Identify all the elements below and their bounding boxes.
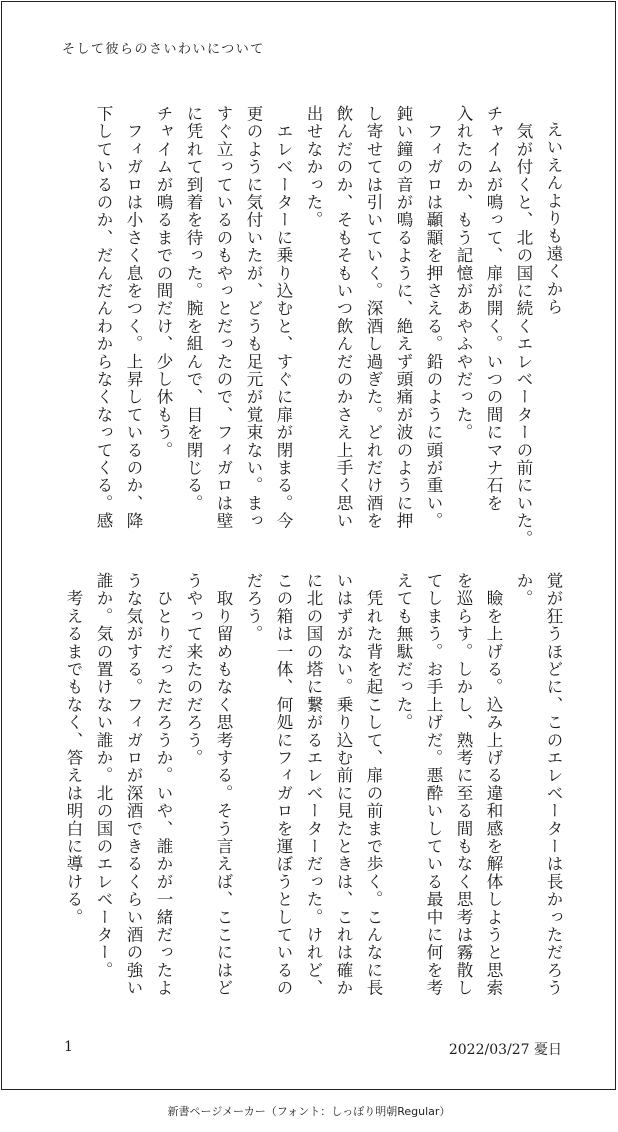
book-page xyxy=(1,1,616,1090)
text-line: 気が付くと、北の国に続くエレベーターの前にいた。 xyxy=(514,105,533,548)
text-line: 取り留めもなく思考する。そう言えば、ここにはど xyxy=(214,572,233,997)
page-number: 1 xyxy=(64,1039,73,1055)
text-column-bottom xyxy=(58,572,568,1044)
running-title: そして彼らのさいわいについて xyxy=(62,42,265,57)
story-title: えいえんよりも遠くから xyxy=(544,121,563,316)
text-line: 出せなかった。 xyxy=(304,105,323,229)
text-line: いはずがない。乗り込む前に見たときは、これは確か xyxy=(334,572,353,997)
text-line: だろう。 xyxy=(244,572,263,643)
text-line: チャイムが鳴るまでの間だけ、少し休もう。 xyxy=(154,105,173,459)
text-line: 下しているのか、だんだんわからなくなってくる。感 xyxy=(94,105,113,530)
text-column-top xyxy=(58,105,568,577)
text-line: この箱は一体、何処にフィガロを運ぼうとしているの xyxy=(274,572,293,997)
date-author: 2022/03/27 憂日 xyxy=(448,1042,562,1058)
text-line: か。 xyxy=(514,572,533,608)
text-line: 考えるまでもなく、答えは明白に導ける。 xyxy=(64,572,83,926)
text-line: 更のように気付いたが、どうも足元が覚束ない。まっ xyxy=(244,105,263,530)
text-line: し寄せては引いていく。深酒し過ぎた。どれだけ酒を xyxy=(364,105,383,530)
text-line: 鈍い鐘の音が鳴るように、絶えず頭痛が波のように押 xyxy=(394,105,413,530)
text-line: てしまう。お手上げだ。悪酔いしている最中に何を考 xyxy=(424,572,443,997)
text-line: うやって来たのだろう。 xyxy=(184,572,203,767)
text-line: 瞼を上げる。込み上げる違和感を解体しようと思索 xyxy=(484,572,503,997)
text-line: フィガロは顳顬を押さえる。鉛のように頭が重い。 xyxy=(424,105,443,530)
text-line: 誰か。気の置けない誰か。北の国のエレベーター。 xyxy=(94,572,113,980)
text-line: 覚が狂うほどに、このエレベーターは長かっただろう xyxy=(544,572,563,997)
text-line: エレベーターに乗り込むと、すぐに扉が閉まる。今 xyxy=(274,105,293,530)
text-line: 入れたのか、もう記憶があやふやだった。 xyxy=(454,105,473,442)
text-line: すぐ立っているのもやっとだったので、フィガロは壁 xyxy=(214,105,233,530)
text-line: チャイムが鳴って、扉が開く。いつの間にマナ石を xyxy=(484,105,503,513)
text-line: 凭れた背を起こして、扉の前まで歩く。こんなに長 xyxy=(364,572,383,997)
text-line: えても無駄だった。 xyxy=(394,572,413,732)
text-line: ひとりだっただろうか。いや、誰かが一緒だったよ xyxy=(154,572,173,997)
text-line: 飲んだのか、そもそもいつ飲んだのかさえ上手く思い xyxy=(334,105,353,530)
footer-caption: 新書ページメーカー（フォント：しっぽり明朝Regular） xyxy=(167,1105,451,1118)
text-line: を巡らす。しかし、熟考に至る間もなく思考は霧散し xyxy=(454,572,473,997)
text-line: うな気がする。フィガロが深酒できるくらい酒の強い xyxy=(124,572,143,997)
text-line: フィガロは小さく息をつく。上昇しているのか、降 xyxy=(124,105,143,530)
text-line: に凭れて到着を待った。腕を組んで、目を閉じる。 xyxy=(184,105,203,513)
text-line: に北の国の塔に繋がるエレベーターだった。けれど、 xyxy=(304,572,323,997)
